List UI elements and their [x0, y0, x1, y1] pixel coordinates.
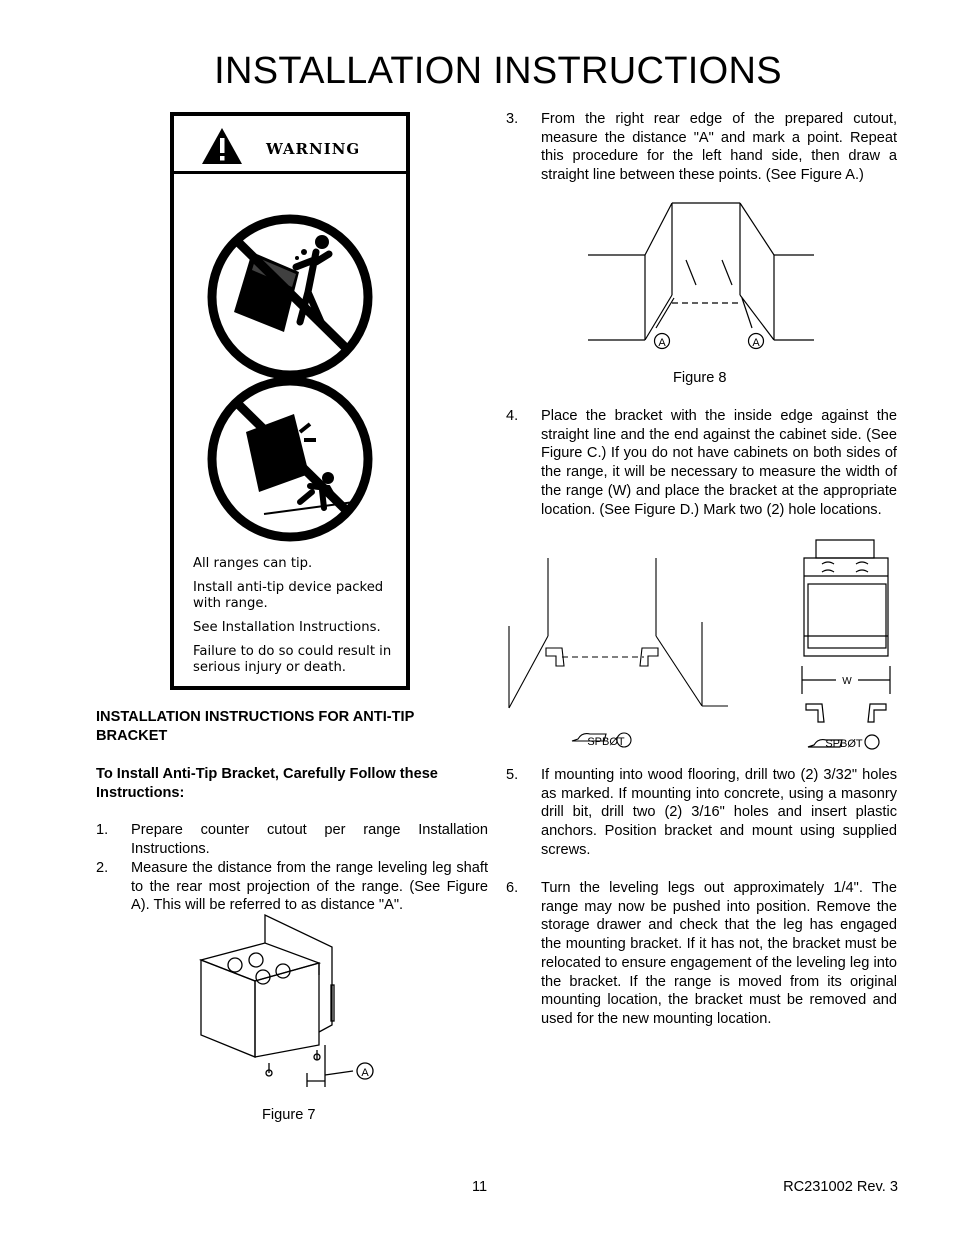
figure-8-cutout-drawing — [588, 200, 818, 355]
step-2-text: Measure the distance from the range leveling leg shaft to the rear most projection of the range. (See Figure A). This will be referred to as distance "A". — [131, 860, 488, 914]
warning-line-3: with range. — [193, 596, 268, 611]
step-4-number: 4. — [506, 408, 519, 424]
subheading-line-2: Instructions: — [96, 785, 185, 801]
warning-line-2: Install anti-tip device packed — [193, 580, 384, 595]
figure-d-range-width-drawing — [800, 538, 900, 753]
warning-line-6: serious injury or death. — [193, 660, 346, 675]
step-3-text: From the right rear edge of the prepared cutout, measure the distance "A" and mark a point. Repeat this procedure for the left hand side, then draw a straight line between these points. (See Figure A.) — [541, 111, 897, 184]
page-title: INSTALLATION INSTRUCTIONS — [214, 50, 782, 92]
section-heading-line-1: INSTALLATION INSTRUCTIONS FOR ANTI-TIP — [96, 709, 415, 725]
step-1-number: 1. — [96, 822, 109, 838]
step-6-number: 6. — [506, 880, 519, 896]
step-1-text: Prepare counter cutout per range Installation Instructions. — [131, 822, 488, 857]
tipping-range-pictogram-icon — [204, 212, 376, 382]
step-2-number: 2. — [96, 860, 109, 876]
falling-range-child-pictogram-icon — [204, 374, 376, 544]
warning-line-1: All ranges can tip. — [193, 556, 313, 571]
step-5-text: If mounting into wood flooring, drill two (2) 3/32" holes as marked. If mounting into concrete, using a masonry drill bit, drill two (2) 3/16" holes and insert plastic anchors. Position bracket and mount using supplied screws. — [541, 767, 897, 858]
step-5-number: 5. — [506, 767, 519, 783]
figure-8-caption: Figure 8 — [673, 370, 727, 386]
document-reference: RC231002 Rev. 3 — [783, 1179, 898, 1195]
page-number: 11 — [472, 1179, 488, 1195]
figure-7-caption: Figure 7 — [262, 1107, 316, 1123]
figure-c-bracket-drawing — [506, 556, 736, 751]
section-heading-line-2: BRACKET — [96, 728, 168, 744]
figure-d-label: SPBØT — [825, 738, 863, 750]
warning-heading: WARNING — [266, 140, 361, 158]
figure-7-label-a: A — [361, 1067, 369, 1079]
warning-label — [170, 112, 410, 690]
subheading-line-1: To Install Anti-Tip Bracket, Carefully Follow these — [96, 766, 438, 782]
figure-8-label-a-left: A — [658, 337, 666, 349]
step-6-text: Turn the leveling legs out approximately 1/4". The range may now be pushed into position. Remove the storage drawer and check that the leg has engaged the mounting bracket. If it has not, the bracket must be relocated to ensure engagement of the leveling leg into the bracket. If the range is moved from its original mounting location, the bracket must be removed and used for the new mounting location. — [541, 880, 897, 1027]
figure-8-label-a-right: A — [752, 337, 760, 349]
warning-header — [174, 116, 406, 174]
figure-d-width-label: W — [842, 676, 852, 687]
step-4-text: Place the bracket with the inside edge against the straight line and the end against the cabinet side. (See Figure C.) If you do not have cabinets on both sides of the range, it will be necessary to measure the width of the range (W) and place the bracket at the appropriate location. (See Figure D.) Mark two (2) hole locations. — [541, 408, 897, 518]
warning-triangle-icon — [200, 126, 244, 166]
step-3-number: 3. — [506, 111, 519, 127]
warning-line-5: Failure to do so could result in — [193, 644, 392, 659]
figure-7-range-drawing — [195, 915, 385, 1095]
figure-c-label: SPBØT — [587, 736, 625, 748]
warning-line-4: See Installation Instructions. — [193, 620, 381, 635]
